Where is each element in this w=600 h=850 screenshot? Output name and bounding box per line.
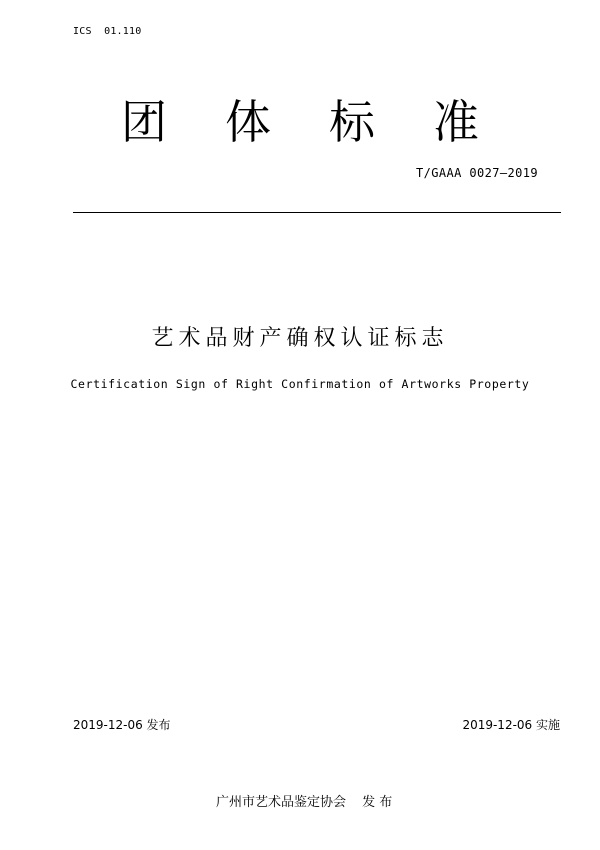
horizontal-divider [73,212,561,213]
main-title-char: 标 [329,95,375,149]
publish-date: 2019-12-06 发布 [73,718,171,732]
main-title [0,90,600,154]
main-title-char: 体 [225,95,271,149]
implement-date: 2019-12-06 实施 [462,718,560,732]
publisher-name: 广州市艺术品鉴定协会 [216,795,347,810]
main-title-char: 团 [121,95,167,149]
main-title-char: 准 [433,95,479,149]
document-title-cn: 艺术品财产确权认证标志 [151,326,449,351]
publisher-action: 发 布 [362,795,393,810]
ics-code: ICS 01.110 [73,26,142,37]
document-title-en: Certification Sign of Right Confirmation of Artworks Property [70,377,530,391]
publisher-line [0,776,600,810]
standard-number: T/GAAA 0027—2019 [416,166,538,180]
